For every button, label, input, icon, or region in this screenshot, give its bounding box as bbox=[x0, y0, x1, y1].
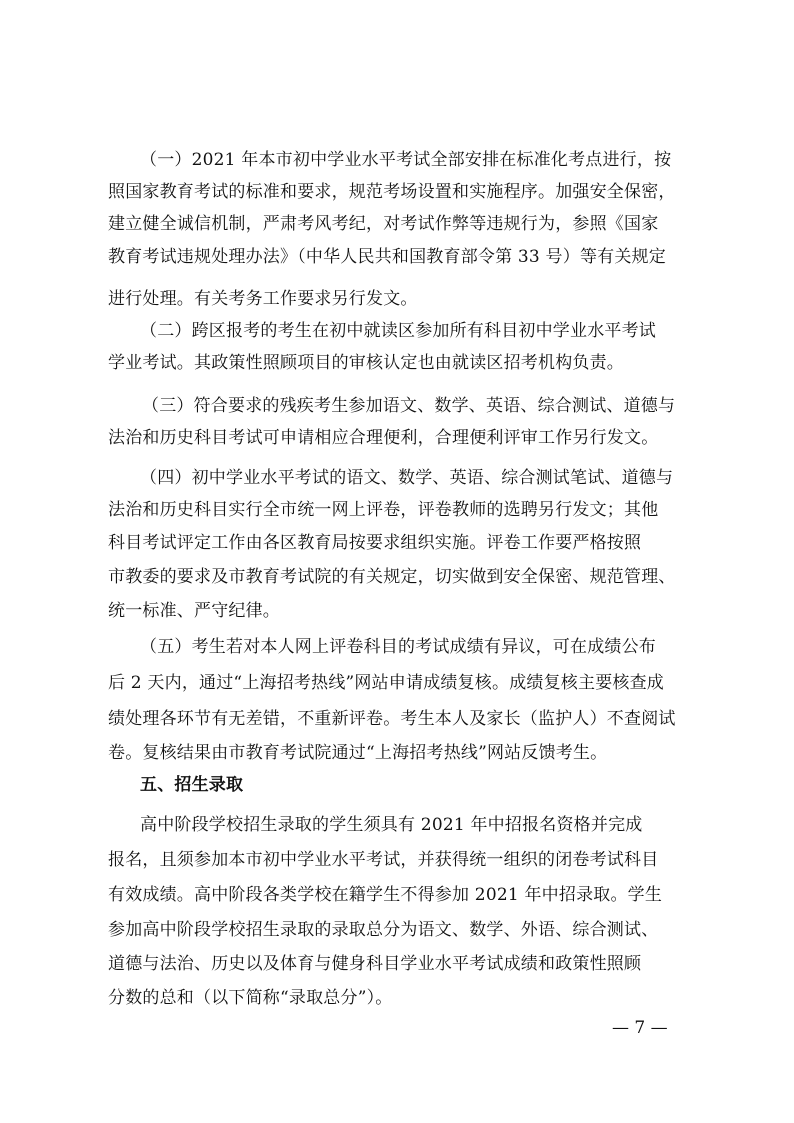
section-heading: 五、招生录取 bbox=[140, 775, 244, 795]
paragraph-1-line-3: 建立健全诚信机制，严肃考风考纪，对考试作弊等违规行为，参照《国家 bbox=[108, 214, 659, 234]
paragraph-5-line-3: 绩处理各环节有无差错，不重新评卷。考生本人及家长（监护人）不查阅试 bbox=[108, 709, 676, 729]
paragraph-4-line-4: 市教委的要求及市教育考试院的有关规定，切实做到安全保密、规范管理、 bbox=[108, 567, 676, 587]
paragraph-4-line-1: （四）初中学业水平考试的语文、数学、英语、综合测试笔试、道德与 bbox=[140, 468, 674, 488]
section-paragraph-line-1: 高中阶段学校招生录取的学生须具有 2021 年中招报名资格并完成 bbox=[140, 815, 643, 835]
paragraph-5-line-2: 后 2 天内，通过“上海招考热线”网站申请成绩复核。成绩复核主要核查成 bbox=[108, 673, 665, 693]
paragraph-5-line-1: （五）考生若对本人网上评卷科目的考试成绩有异议，可在成绩公布 bbox=[140, 637, 656, 657]
paragraph-3-line-1: （三）符合要求的残疾考生参加语文、数学、英语、综合测试、道德与 bbox=[142, 396, 676, 416]
section-paragraph-line-3: 有效成绩。高中阶段各类学校在籍学生不得参加 2021 年中招录取。学生 bbox=[108, 885, 663, 905]
paragraph-3-line-2: 法治和历史科目考试可申请相应合理便利，合理便利评审工作另行发文。 bbox=[108, 428, 659, 448]
section-paragraph-line-4: 参加高中阶段学校招生录取的录取总分为语文、数学、外语、综合测试、 bbox=[108, 920, 659, 940]
paragraph-4-line-3: 科目考试评定工作由各区教育局按要求组织实施。评卷工作要严格按照 bbox=[108, 533, 642, 553]
paragraph-1-line-1: （一）2021 年本市初中学业水平考试全部安排在标准化考点进行，按 bbox=[140, 150, 672, 170]
paragraph-4-line-2: 法治和历史科目实行全市统一网上评卷，评卷教师的选聘另行发文；其他 bbox=[108, 500, 659, 520]
section-paragraph-line-2: 报名，且须参加本市初中学业水平考试，并获得统一组织的闭卷考试科目 bbox=[108, 850, 659, 870]
paragraph-1-line-2: 照国家教育考试的标准和要求，规范考场设置和实施程序。加强安全保密， bbox=[108, 182, 676, 202]
paragraph-5-line-4: 卷。复核结果由市教育考试院通过“上海招考热线”网站反馈考生。 bbox=[108, 743, 608, 763]
paragraph-1-line-4: 教育考试违规处理办法》（中华人民共和国教育部令第 33 号）等有关规定 bbox=[108, 247, 666, 267]
paragraph-1-line-5: 进行处理。有关考务工作要求另行发文。 bbox=[108, 289, 418, 309]
paragraph-4-line-5: 统一标准、严守纪律。 bbox=[108, 601, 280, 621]
paragraph-2-line-2: 学业考试。其政策性照顾项目的审核认定也由就读区招考机构负责。 bbox=[108, 353, 624, 373]
page-number: — 7 — bbox=[612, 1018, 668, 1038]
section-paragraph-line-6: 分数的总和（以下简称“录取总分”）。 bbox=[108, 988, 393, 1008]
section-paragraph-line-5: 道德与法治、历史以及体育与健身科目学业水平考试成绩和政策性照顾 bbox=[108, 954, 642, 974]
paragraph-2-line-1: （二）跨区报考的考生在初中就读区参加所有科目初中学业水平考试 bbox=[140, 321, 656, 341]
